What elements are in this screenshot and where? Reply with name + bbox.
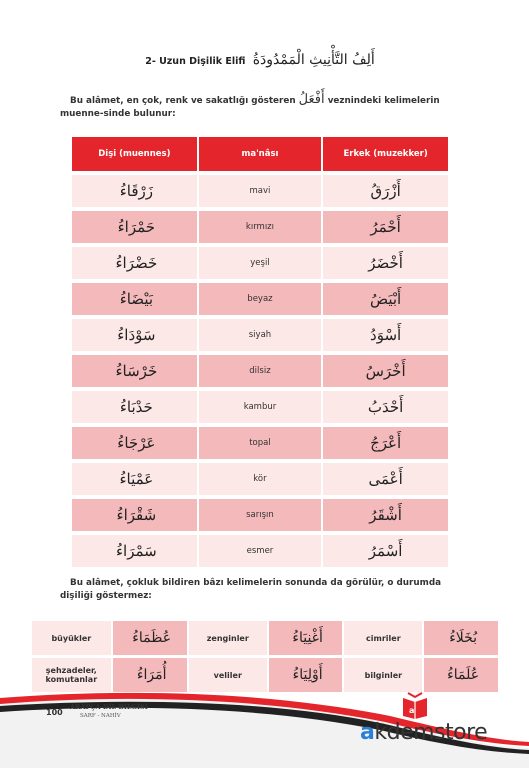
- masculine-word: أَزْرَقُ: [323, 175, 448, 207]
- plural-meaning: veliler: [189, 658, 269, 692]
- table-row: [72, 499, 448, 531]
- intro-text-after: veznindeki kelimelerin muenne-sinde bulunur:: [60, 96, 440, 119]
- plural-arabic-word: أَوْلِيَاءُ: [269, 658, 345, 692]
- page-number: 100: [46, 708, 63, 717]
- table-row: [72, 355, 448, 387]
- intro-arabic-pattern: أَفْعَلُ: [298, 92, 325, 107]
- plural-arabic-word: عُظَمَاءُ: [113, 621, 189, 655]
- feminine-word: خَضْرَاءُ: [72, 247, 199, 279]
- table-row: [72, 463, 448, 495]
- masculine-word: أَخْضَرُ: [323, 247, 448, 279]
- meaning-word: kör: [199, 463, 324, 495]
- feminine-word: سَمْرَاءُ: [72, 535, 199, 567]
- logo-letter-a: a: [360, 720, 375, 745]
- heading-label: 2- Uzun Dişilik Elifi: [145, 56, 246, 67]
- intro-paragraph: [60, 93, 460, 121]
- masculine-word: أَحْدَبُ: [323, 391, 448, 423]
- table-row: [32, 621, 500, 655]
- header-meaning: ma'nâsı: [199, 137, 324, 171]
- feminine-word: بَيْضَاءُ: [72, 283, 199, 315]
- meaning-word: kırmızı: [199, 211, 324, 243]
- plural-examples-table: [32, 618, 500, 695]
- plural-arabic-word: أُمَرَاءُ: [113, 658, 189, 692]
- plural-meaning: cimriler: [344, 621, 424, 655]
- header-masculine: Erkek (muzekker): [323, 137, 448, 171]
- feminine-word: حَمْرَاءُ: [72, 211, 199, 243]
- masculine-word: أَعْمَى: [323, 463, 448, 495]
- meaning-word: kambur: [199, 391, 324, 423]
- table-row: [32, 658, 500, 692]
- logo-wordmark: [360, 720, 487, 745]
- masculine-word: أَخْرَسُ: [323, 355, 448, 387]
- plural-meaning: zenginler: [189, 621, 269, 655]
- section-heading: [60, 52, 460, 68]
- meaning-word: sarışın: [199, 499, 324, 531]
- feminine-word: حَدْبَاءُ: [72, 391, 199, 423]
- table-row: [72, 247, 448, 279]
- feminine-word: خَرْسَاءُ: [72, 355, 199, 387]
- book-title: ARAPÇA DİL BİLGİSİ: [70, 703, 148, 711]
- header-feminine: Dişi (muennes): [72, 137, 199, 171]
- meaning-word: beyaz: [199, 283, 324, 315]
- plural-meaning: şehzadeler, komutanlar: [32, 658, 113, 692]
- meaning-word: yeşil: [199, 247, 324, 279]
- table-row: [72, 427, 448, 459]
- feminine-word: سَوْدَاءُ: [72, 319, 199, 351]
- masculine-word: أَسْمَرُ: [323, 535, 448, 567]
- intro-text-before: Bu alâmet, en çok, renk ve sakatlığı gösteren: [70, 96, 296, 106]
- masculine-word: أَشْقَرُ: [323, 499, 448, 531]
- table-row: [72, 283, 448, 315]
- table-row: [72, 535, 448, 567]
- logo-word-rest: kdemstore: [374, 720, 488, 745]
- meaning-word: topal: [199, 427, 324, 459]
- feminine-word: زَرْقَاءُ: [72, 175, 199, 207]
- plural-arabic-word: أَغْنِيَاءُ: [269, 621, 345, 655]
- plural-note-text: Bu alâmet, çokluk bildiren bâzı kelimelerin sonunda da görülür, o durumda dişiliği göstermez:: [60, 578, 442, 601]
- meaning-word: dilsiz: [199, 355, 324, 387]
- feminine-word: عَمْيَاءُ: [72, 463, 199, 495]
- meaning-word: siyah: [199, 319, 324, 351]
- plural-meaning: bilginler: [344, 658, 424, 692]
- feminine-word: شَقْرَاءُ: [72, 499, 199, 531]
- book-logo-icon: [400, 692, 430, 720]
- meaning-word: mavi: [199, 175, 324, 207]
- plural-arabic-word: عُلَمَاءُ: [424, 658, 500, 692]
- table-header-row: [72, 137, 448, 171]
- adjective-gender-table: [72, 133, 448, 571]
- logo-badge-letter: a: [409, 706, 415, 715]
- akdemstore-logo: [360, 690, 510, 750]
- heading-arabic: أَلِفُ التَّأْنِيثِ الْمَمْدُودَةُ: [252, 52, 375, 68]
- table-row: [72, 211, 448, 243]
- table-row: [72, 175, 448, 207]
- feminine-word: عَرْجَاءُ: [72, 427, 199, 459]
- masculine-word: أَحْمَرُ: [323, 211, 448, 243]
- book-subtitle: SARF - NAHİV: [80, 713, 121, 719]
- masculine-word: أَسْوَدُ: [323, 319, 448, 351]
- plural-meaning: büyükler: [32, 621, 113, 655]
- table-row: [72, 391, 448, 423]
- meaning-word: esmer: [199, 535, 324, 567]
- masculine-word: أَعْرَجُ: [323, 427, 448, 459]
- table-row: [72, 319, 448, 351]
- plural-note-paragraph: [60, 577, 470, 603]
- plural-arabic-word: بُخَلَاءُ: [424, 621, 500, 655]
- masculine-word: أَبْيَضُ: [323, 283, 448, 315]
